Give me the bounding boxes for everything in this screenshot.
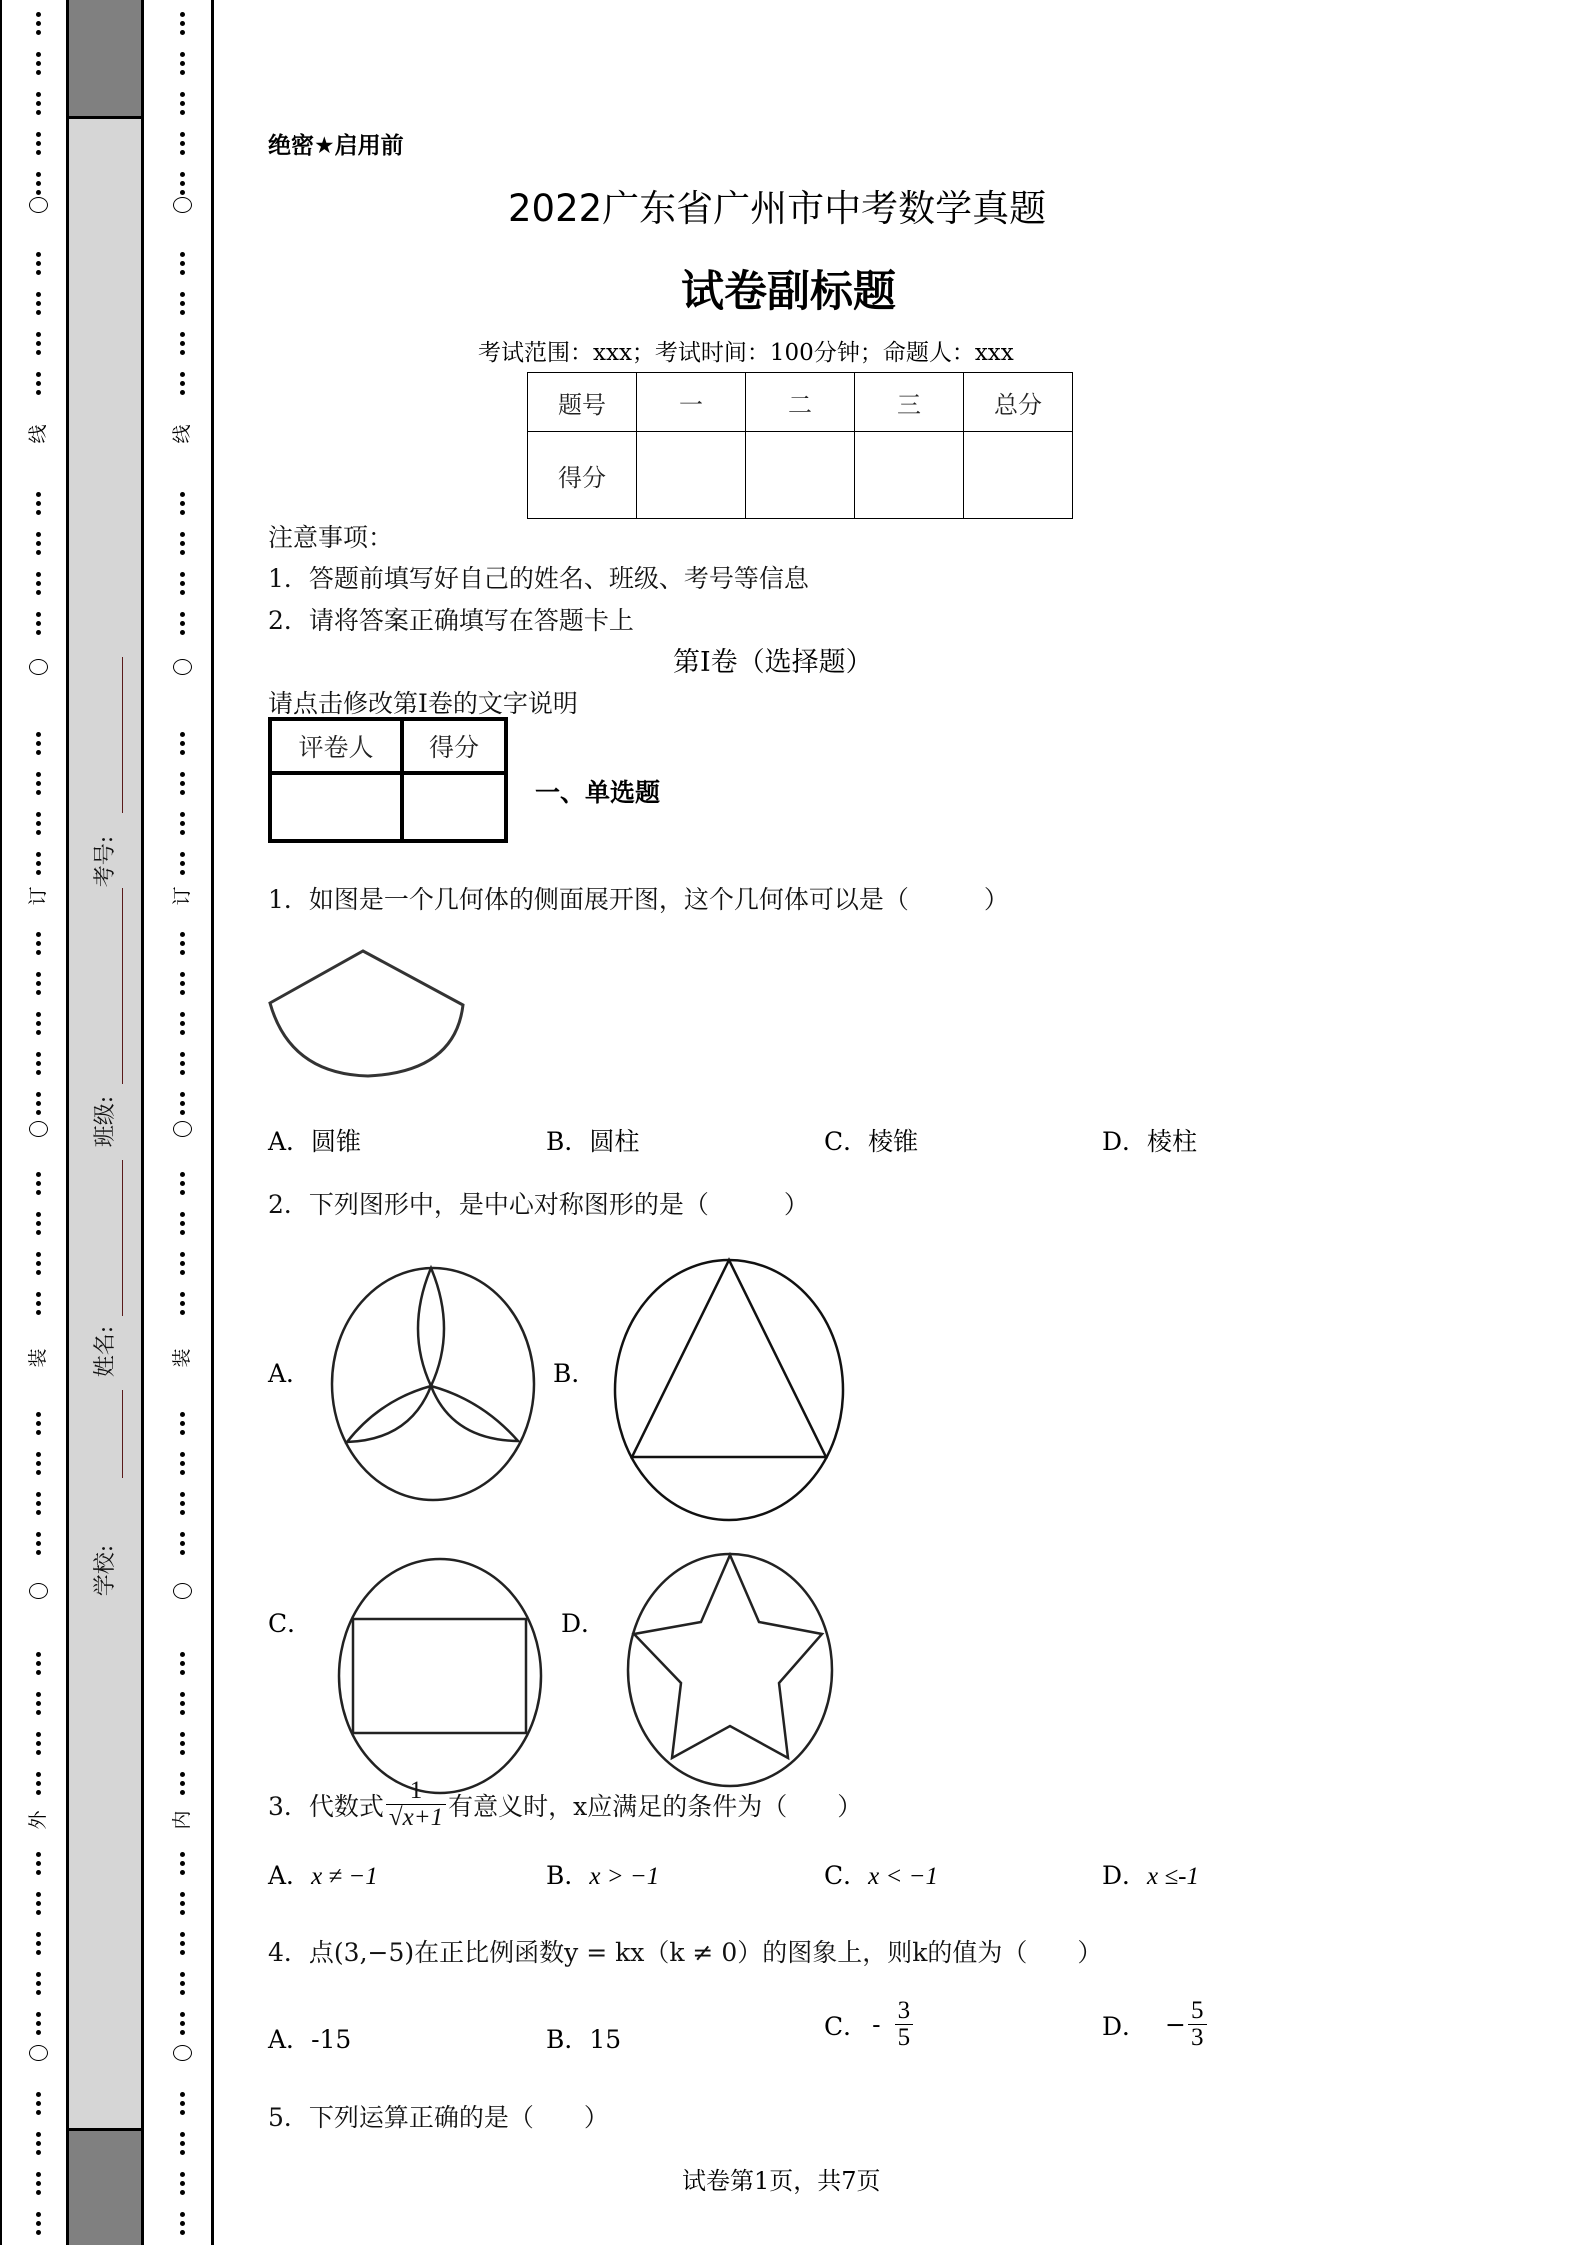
dot-group xyxy=(180,2172,186,2199)
dot-group xyxy=(36,1972,42,1999)
dot-group xyxy=(180,2212,186,2239)
page-subtitle: 试卷副标题 xyxy=(681,267,896,317)
grader-table-header: 得分 xyxy=(402,719,506,773)
dot-group xyxy=(36,732,42,759)
dot-group xyxy=(180,92,186,119)
score-table-header-cell: 一 xyxy=(637,373,746,432)
q1-option-c[interactable]: C．棱锥 xyxy=(824,1127,919,1156)
q3-option-d[interactable] xyxy=(1102,1856,1199,1892)
field-label-school: 学校: xyxy=(93,1544,119,1597)
dot-group xyxy=(180,2132,186,2159)
dot-group xyxy=(36,172,42,199)
circle-mark-icon xyxy=(173,1583,192,1599)
mark-line-outer: 线 xyxy=(27,424,49,444)
dot-group xyxy=(180,532,186,559)
dot-group xyxy=(180,1412,186,1439)
dot-group xyxy=(36,1652,42,1679)
dot-group xyxy=(180,1652,186,1679)
exam-info: 考试范围：xxx；考试时间：100分钟；命题人：xxx xyxy=(478,340,1014,366)
part1-heading: 第I卷（选择题） xyxy=(673,647,873,678)
dot-group xyxy=(36,1092,42,1119)
q3-frac-num: 1 xyxy=(386,1778,446,1805)
dot-group xyxy=(180,372,186,399)
dot-group xyxy=(36,1772,42,1799)
dot-group xyxy=(180,1732,186,1759)
q4-option-d[interactable] xyxy=(1102,1998,1207,2052)
q4-option-c[interactable] xyxy=(824,1998,913,2052)
question-1-stem: 1．如图是一个几何体的侧面展开图，这个几何体可以是（ ） xyxy=(268,885,1009,914)
dot-group xyxy=(180,1092,186,1119)
dot-group xyxy=(36,1732,42,1759)
grader-table-header: 评卷人 xyxy=(270,719,402,773)
dot-group xyxy=(180,1212,186,1239)
field-line-name[interactable] xyxy=(122,1160,123,1316)
dot-group xyxy=(36,1252,42,1279)
strip-dark-top xyxy=(69,0,141,119)
notes-title: 注意事项： xyxy=(268,523,394,552)
dot-group xyxy=(36,812,42,839)
score-table-row-label: 得分 xyxy=(528,432,637,519)
dot-group xyxy=(36,2212,42,2239)
circle-mark-icon xyxy=(29,197,48,213)
score-table-header-cell: 题号 xyxy=(528,373,637,432)
score-cell[interactable] xyxy=(855,432,964,519)
dot-group xyxy=(36,372,42,399)
dot-group xyxy=(36,1892,42,1919)
q4-option-a[interactable] xyxy=(268,2020,351,2056)
dot-group xyxy=(36,252,42,279)
dot-group xyxy=(36,1692,42,1719)
dot-group xyxy=(180,252,186,279)
option-value: 15 xyxy=(589,2025,622,2054)
part1-description[interactable]: 请点击修改第I卷的文字说明 xyxy=(268,689,578,718)
dot-group xyxy=(180,1292,186,1319)
score-table-header-cell: 二 xyxy=(746,373,855,432)
dot-group xyxy=(180,1932,186,1959)
option-label: A． xyxy=(268,1861,312,1890)
dot-group xyxy=(180,852,186,879)
dot-group xyxy=(180,292,186,319)
confidential-label: 绝密★启用前 xyxy=(268,133,404,159)
grader-table xyxy=(268,717,508,843)
dot-group xyxy=(36,132,42,159)
option-expr: x ≠ −1 xyxy=(311,1863,378,1890)
frac-num: 3 xyxy=(895,1998,914,2025)
dot-group xyxy=(36,532,42,559)
dot-group xyxy=(36,1932,42,1959)
q3-option-c[interactable] xyxy=(824,1856,938,1892)
dot-group xyxy=(180,1972,186,1999)
dot-group xyxy=(36,1052,42,1079)
dot-group xyxy=(36,1452,42,1479)
dot-group xyxy=(36,1412,42,1439)
dot-group xyxy=(180,1772,186,1799)
dot-group xyxy=(36,492,42,519)
mark-staple-outer: 装 xyxy=(27,1348,49,1368)
dot-group xyxy=(36,12,42,39)
field-line-class[interactable] xyxy=(122,888,123,1084)
score-cell[interactable] xyxy=(964,432,1073,519)
dot-group xyxy=(180,1692,186,1719)
circle-mark-icon xyxy=(29,1583,48,1599)
q3-option-b[interactable] xyxy=(546,1856,659,1892)
dot-group xyxy=(36,52,42,79)
option-value: -15 xyxy=(311,2025,352,2054)
dot-group xyxy=(36,292,42,319)
dot-group xyxy=(180,172,186,199)
score-table-header-cell: 总分 xyxy=(964,373,1073,432)
dot-group xyxy=(180,132,186,159)
dot-group xyxy=(180,772,186,799)
option-label: D． xyxy=(1102,2011,1148,2041)
circle-mark-icon xyxy=(173,659,192,675)
mark-bind-inner: 订 xyxy=(171,886,193,906)
dot-group xyxy=(180,1452,186,1479)
score-table-header-cell: 三 xyxy=(855,373,964,432)
field-label-name: 姓名: xyxy=(93,1325,119,1378)
q4-option-b[interactable] xyxy=(546,2020,621,2056)
option-sign: - xyxy=(872,2010,881,2040)
q2-option-d-label[interactable]: D． xyxy=(561,1609,607,1638)
dot-group xyxy=(180,1012,186,1039)
dot-group xyxy=(36,92,42,119)
dot-group xyxy=(36,2132,42,2159)
dot-group xyxy=(180,612,186,639)
mark-side-inner: 内 xyxy=(171,1810,193,1830)
question-3-stem xyxy=(268,1778,862,1832)
dot-group xyxy=(36,1212,42,1239)
option-label: C． xyxy=(824,2011,869,2041)
dot-group xyxy=(180,1052,186,1079)
circle-mark-icon xyxy=(173,2045,192,2061)
option-label: D． xyxy=(1102,1861,1148,1890)
dot-group xyxy=(180,2012,186,2039)
mark-line-inner: 线 xyxy=(171,424,193,444)
circle-mark-icon xyxy=(29,1121,48,1137)
circle-star-icon xyxy=(0,0,1,1)
grader-cell[interactable] xyxy=(270,773,402,841)
dot-group xyxy=(36,932,42,959)
q3-stem-prefix: 3．代数式 xyxy=(268,1791,384,1821)
field-label-class: 班级: xyxy=(93,1095,119,1148)
dot-group xyxy=(36,2172,42,2199)
option-label: A． xyxy=(268,2025,312,2054)
dot-group xyxy=(36,1532,42,1559)
dot-group xyxy=(36,612,42,639)
mark-bind-outer: 订 xyxy=(27,886,49,906)
dot-group xyxy=(180,1852,186,1879)
section-title: 一、单选题 xyxy=(535,778,661,807)
mark-side-outer: 外 xyxy=(27,1810,49,1830)
dot-group xyxy=(36,2092,42,2119)
q3-option-a[interactable] xyxy=(268,1856,378,1892)
dot-group xyxy=(180,2092,186,2119)
option-label: B． xyxy=(546,2025,590,2054)
q3-stem-suffix: 有意义时，x应满足的条件为（ ） xyxy=(448,1791,863,1821)
q2-option-c-label[interactable]: C． xyxy=(268,1609,313,1638)
dot-group xyxy=(180,52,186,79)
dot-group xyxy=(36,572,42,599)
option-sign: − xyxy=(1165,2010,1186,2040)
dot-group xyxy=(180,492,186,519)
dot-group xyxy=(180,332,186,359)
dot-group xyxy=(36,852,42,879)
dot-group xyxy=(180,972,186,999)
question-2-stem: 2．下列图形中，是中心对称图形的是（ ） xyxy=(268,1190,809,1219)
option-expr: x ≤-1 xyxy=(1147,1863,1199,1890)
q2-option-b-label[interactable]: B． xyxy=(553,1359,597,1388)
dot-group xyxy=(36,1172,42,1199)
field-line-exam-number[interactable] xyxy=(122,657,123,813)
circle-mark-icon xyxy=(29,2045,48,2061)
dot-group xyxy=(36,1852,42,1879)
option-fraction xyxy=(1188,1998,1207,2052)
notes-item: 2．请将答案正确填写在答题卡上 xyxy=(268,606,634,635)
mark-staple-inner: 装 xyxy=(171,1348,193,1368)
score-cell[interactable] xyxy=(746,432,855,519)
page-footer: 试卷第1页，共7页 xyxy=(682,2167,881,2195)
option-expr: x > −1 xyxy=(589,1863,660,1890)
score-table xyxy=(527,372,1073,519)
dot-group xyxy=(36,1012,42,1039)
option-label: B． xyxy=(546,1861,590,1890)
dot-group xyxy=(180,1532,186,1559)
dot-group xyxy=(180,932,186,959)
dot-group xyxy=(36,332,42,359)
dot-group xyxy=(180,12,186,39)
dot-group xyxy=(180,572,186,599)
dot-group xyxy=(180,1252,186,1279)
q3-fraction xyxy=(386,1778,446,1832)
q1-option-d[interactable]: D．棱柱 xyxy=(1102,1127,1198,1156)
dot-group xyxy=(36,2012,42,2039)
option-expr: x < −1 xyxy=(868,1863,938,1890)
notes-item: 1．答题前填写好自己的姓名、班级、考号等信息 xyxy=(268,564,809,593)
circle-mark-icon xyxy=(173,197,192,213)
field-label-exam-number: 考号: xyxy=(93,835,119,888)
circle-mark-icon xyxy=(29,659,48,675)
q1-option-a[interactable]: A．圆锥 xyxy=(268,1127,362,1156)
score-cell[interactable] xyxy=(637,432,746,519)
option-label: C． xyxy=(824,1861,869,1890)
field-line-school[interactable] xyxy=(122,1390,123,1478)
dot-group xyxy=(36,1292,42,1319)
dot-group xyxy=(36,772,42,799)
strip-dark-bottom xyxy=(69,2128,141,2245)
dot-group xyxy=(180,732,186,759)
question-4-stem: 4．点(3,−5)在正比例函数y = kx（k ≠ 0）的图象上，则k的值为（ ） xyxy=(268,1938,1103,1967)
option-fraction xyxy=(895,1998,914,2052)
dot-group xyxy=(36,972,42,999)
page-title: 2022广东省广州市中考数学真题 xyxy=(508,187,1047,230)
frac-num: 5 xyxy=(1188,1998,1207,2025)
dot-group xyxy=(180,1172,186,1199)
q1-option-b[interactable]: B．圆柱 xyxy=(546,1127,640,1156)
frac-den: 5 xyxy=(897,2024,911,2052)
grader-cell[interactable] xyxy=(402,773,506,841)
circle-mark-icon xyxy=(173,1121,192,1137)
dot-group xyxy=(180,1892,186,1919)
q3-frac-den: √x+1 xyxy=(388,1804,444,1832)
dot-group xyxy=(36,1492,42,1519)
q2-option-a-label[interactable]: A． xyxy=(268,1359,312,1388)
question-5-stem: 5．下列运算正确的是（ ） xyxy=(268,2103,609,2132)
dot-group xyxy=(180,812,186,839)
dot-group xyxy=(180,1492,186,1519)
frac-den: 3 xyxy=(1191,2024,1204,2052)
